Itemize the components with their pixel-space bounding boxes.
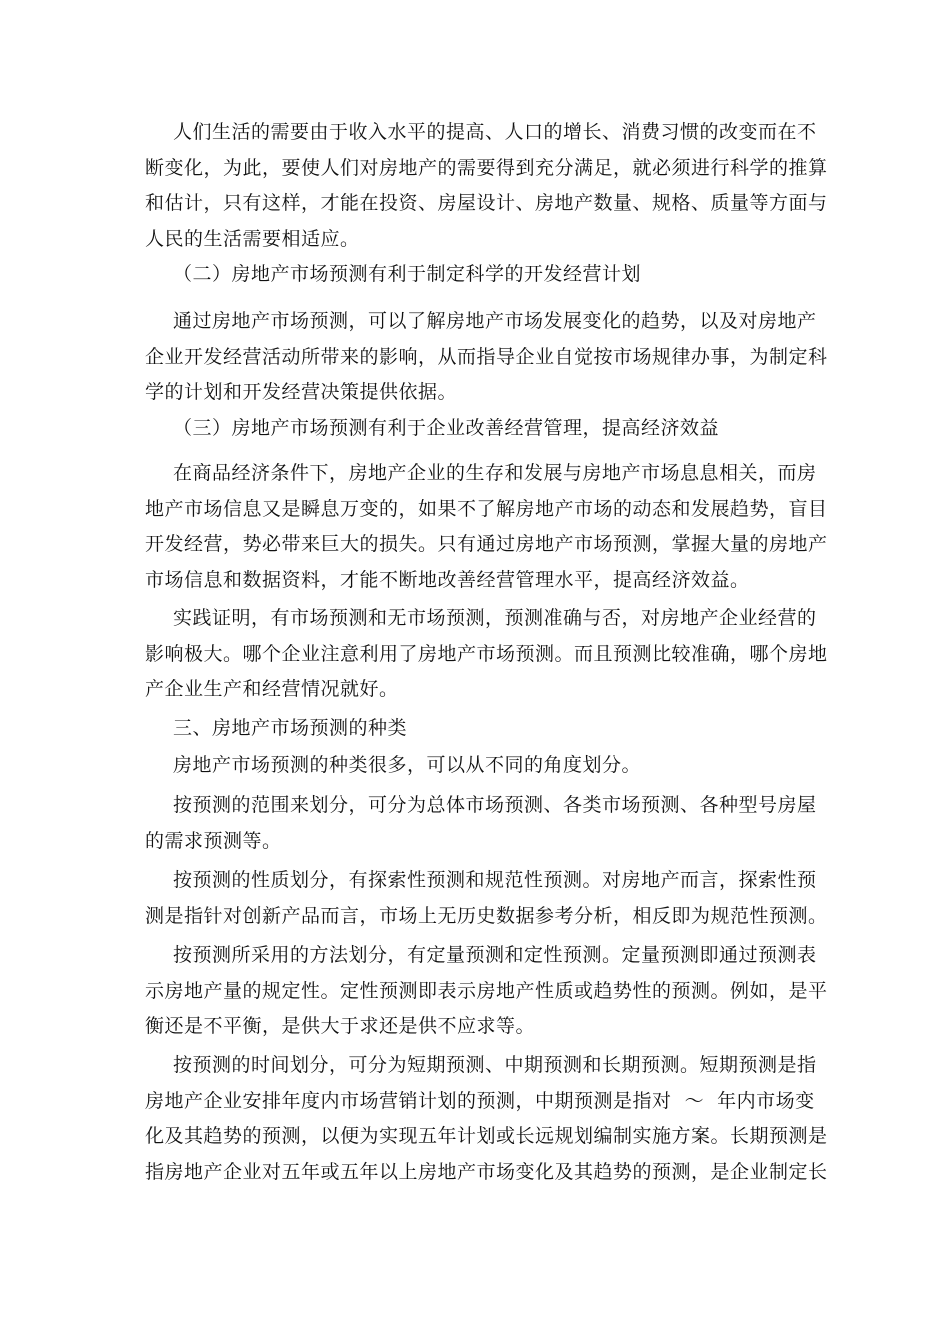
text-line: 在商品经济条件下，房地产企业的生存和发展与房地产市场息息相关，而房	[173, 462, 817, 484]
text-line: 按预测的性质划分，有探索性预测和规范性预测。对房地产而言，探索性预	[173, 869, 817, 891]
text-line: 人民的生活需要相适应。	[145, 228, 360, 250]
text-line: 市场信息和数据资料，才能不断地改善经营管理水平，提高经济效益。	[145, 569, 750, 591]
text-line: 学的计划和开发经营决策提供依据。	[145, 381, 458, 403]
text-line: 产企业生产和经营情况就好。	[145, 678, 399, 700]
text-line: 房地产市场预测的种类很多，可以从不同的角度划分。	[173, 754, 642, 776]
text-line: 指房地产企业对五年或五年以上房地产市场变化及其趋势的预测，是企业制定长	[145, 1161, 828, 1183]
text-line: 通过房地产市场预测，可以了解房地产市场发展变化的趋势，以及对房地产	[173, 310, 817, 332]
text-line: 企业开发经营活动所带来的影响，从而指导企业自觉按市场规律办事，为制定科	[145, 346, 828, 368]
text-line: 人们生活的需要由于收入水平的提高、人口的增长、消费习惯的改变而在不	[173, 121, 817, 143]
text-line: 衡还是不平衡，是供大于求还是供不应求等。	[145, 1015, 536, 1037]
text-line: 断变化，为此，要使人们对房地产的需要得到充分满足，就必须进行科学的推算	[145, 157, 828, 179]
text-line: 示房地产量的规定性。定性预测即表示房地产性质或趋势性的预测。例如，是平	[145, 980, 828, 1002]
section-heading: 三、房地产市场预测的种类	[173, 717, 408, 739]
text-line: 开发经营，势必带来巨大的损失。只有通过房地产市场预测，掌握大量的房地产	[145, 533, 828, 555]
text-line: 和估计，只有这样，才能在投资、房屋设计、房地产数量、规格、质量等方面与	[145, 192, 828, 214]
text-line: 地产市场信息又是瞬息万变的，如果不了解房地产市场的动态和发展趋势，盲目	[145, 498, 828, 520]
text-line: 按预测的时间划分，可分为短期预测、中期预测和长期预测。短期预测是指	[173, 1054, 817, 1076]
text-line: 按预测的范围来划分，可分为总体市场预测、各类市场预测、各种型号房屋	[173, 794, 817, 816]
text-line: 按预测所采用的方法划分，有定量预测和定性预测。定量预测即通过预测表	[173, 944, 817, 966]
text-line: 房地产企业安排年度内市场营销计划的预测，中期预测是指对 ～ 年内市场变	[145, 1090, 815, 1112]
text-line: 实践证明，有市场预测和无市场预测，预测准确与否，对房地产企业经营的	[173, 607, 817, 629]
section-heading: （三）房地产市场预测有利于企业改善经营管理，提高经济效益	[173, 417, 720, 439]
text-line: 的需求预测等。	[145, 830, 282, 852]
section-heading: （二）房地产市场预测有利于制定科学的开发经营计划	[173, 263, 642, 285]
text-line: 测是指针对创新产品而言，市场上无历史数据参考分析，相反即为规范性预测。	[145, 905, 828, 927]
text-line: 化及其趋势的预测，以便为实现五年计划或长远规划编制实施方案。长期预测是	[145, 1125, 828, 1147]
text-line: 影响极大。哪个企业注意利用了房地产市场预测。而且预测比较准确，哪个房地	[145, 643, 828, 665]
